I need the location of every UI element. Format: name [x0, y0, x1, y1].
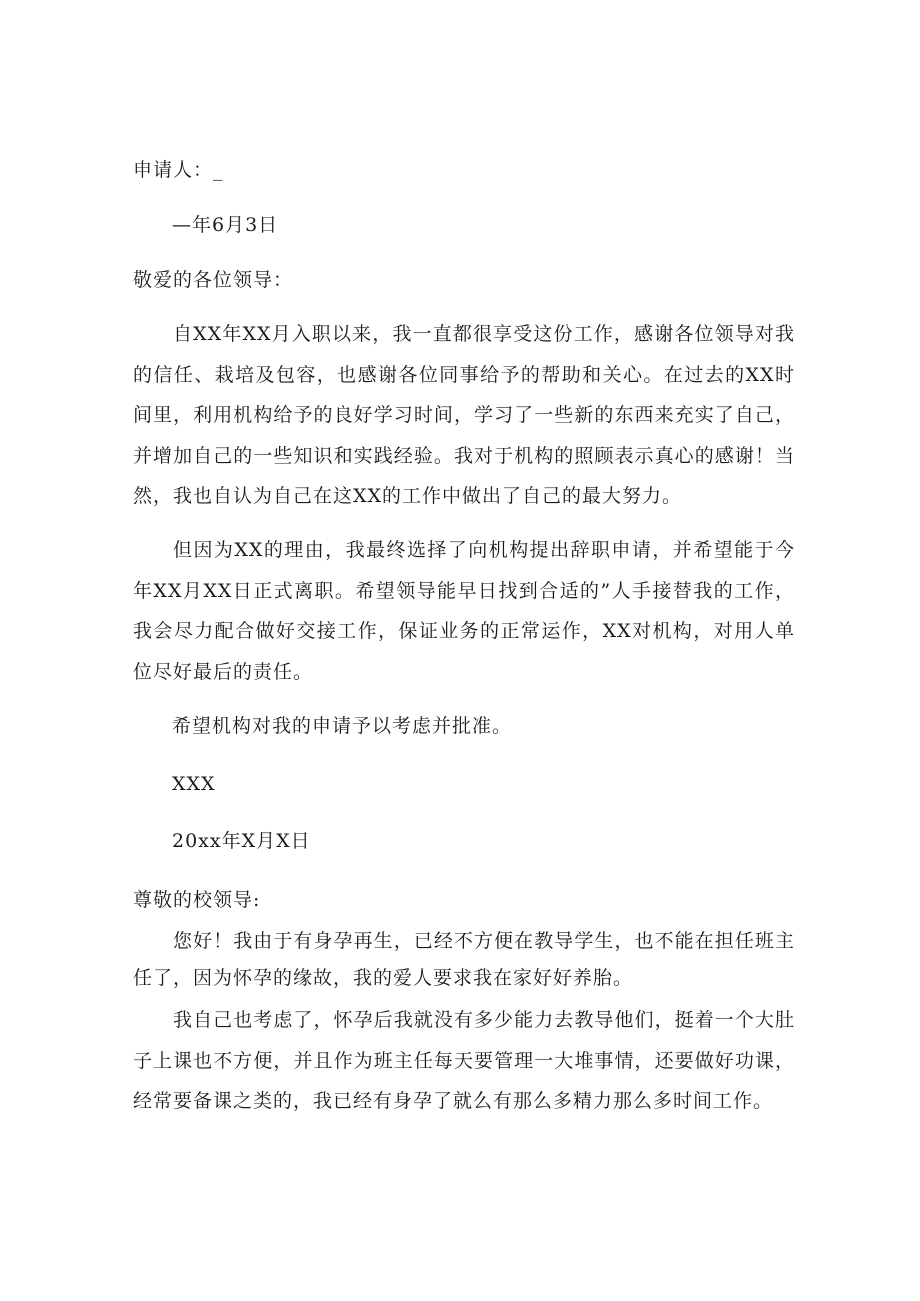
signature-date: 20xx年X月X日	[172, 830, 311, 852]
salutation-1: 敬爱的各位领导：	[133, 269, 294, 291]
paragraph-3: 希望机构对我的申请予以考虑并批准。	[172, 715, 513, 737]
paragraph-5: 我自己也考虑了，怀孕后我就没有多少能力去教导他们，挺着一个大肚子上课也不方便，并且作为班主任每天要管理一大堆事情，还要做好功课，经常要备课之类的，我已经有身孕了就么有那么多精力那么多时间工作。	[133, 1009, 795, 1112]
signature-name: XXX	[172, 773, 216, 795]
date-line: —年6月3日	[172, 214, 279, 236]
salutation-2: 尊敬的校领导:	[133, 889, 261, 911]
paragraph-1: 自XX年XX月入职以来，我一直都很享受这份工作，感谢各位领导对我的信任、栽培及包容，也感谢各位同事给予的帮助和关心。在过去的XX时间里，利用机构给予的良好学习时间，学习了一些新的东西来充实了自己，并增加自己的一些知识和实践经验。我对于机构的照顾表示真心的感谢！当然，我也自认为自己在这XX的工作中做出了自己的最大努力。	[133, 323, 795, 507]
paragraph-2: 但因为XX的理由，我最终选择了向机构提出辞职申请，并希望能于今年XX月XX日正式离职。希望领导能早日找到合适的”人手接替我的工作，我会尽力配合做好交接工作，保证业务的正常运作，XX对机构，对用人单位尽好最后的责任。	[133, 539, 795, 683]
applicant-line: 申请人：_	[133, 159, 224, 181]
paragraph-4: 您好！我由于有身孕再生，已经不方便在教导学生，也不能在担任班主任了，因为怀孕的缘故，我的爱人要求我在家好好养胎。	[133, 930, 795, 989]
